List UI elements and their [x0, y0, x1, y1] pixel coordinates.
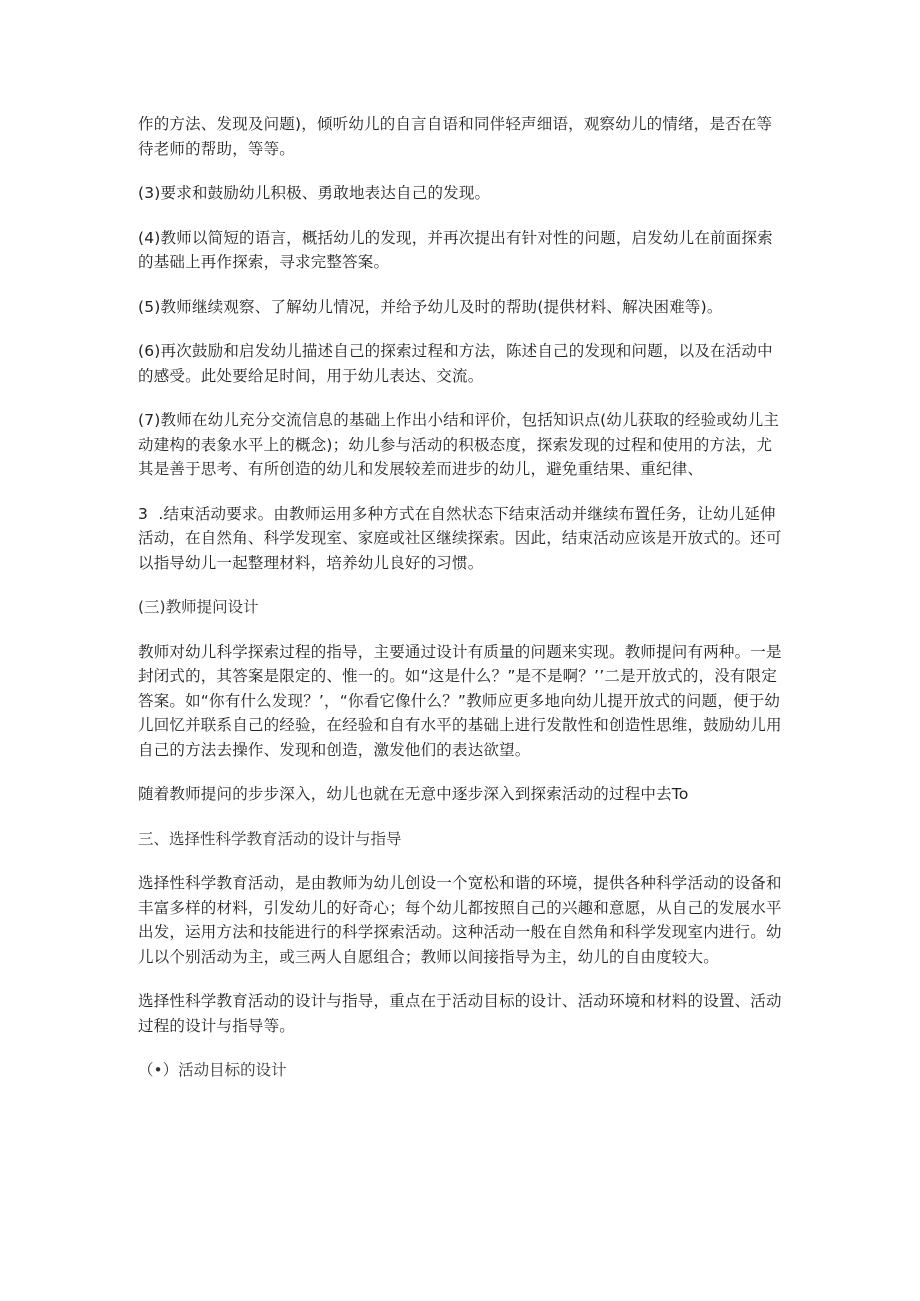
- paragraph-step-4: (4)教师以简短的语言，概括幼儿的发现，并再次提出有针对性的问题，启发幼儿在前面探索的基础上再作探索，寻求完整答案。: [138, 228, 773, 271]
- paragraph-ending-requirements: 3 .结束活动要求。由教师运用多种方式在自然状态下结束活动并继续布置任务，让幼儿延伸活动，在自然角、科学发现室、家庭或社区继续探索。因此，结束活动应该是开放式的。还可以指导幼儿一起整理材料，培养幼儿良好的习惯。: [138, 504, 782, 572]
- section-heading-selective-activities: 三、选择性科学教育活动的设计与指导: [138, 829, 402, 848]
- paragraph-step-5: (5)教师继续观察、了解幼儿情况，并给予幼儿及时的帮助(提供材料、解决困难等)。: [138, 297, 723, 316]
- paragraph-selective-focus: 选择性科学教育活动的设计与指导，重点在于活动目标的设计、活动环境和材料的设置、活动过程的设计与指导等。: [138, 992, 782, 1035]
- section-heading-questioning: (三)教师提问设计: [138, 598, 259, 616]
- paragraph-questioning-summary: 随着教师提问的步步深入，幼儿也就在无意中逐步深入到探索活动的过程中去To: [138, 785, 689, 803]
- paragraph-selective-definition: 选择性科学教育活动，是由教师为幼儿创设一个宽松和谐的环境，提供各种科学活动的设备和丰富多样的材料，引发幼儿的好奇心；每个幼儿都按照自己的兴趣和意愿，从自己的发展水平出发，运用方法和技能进行的科学探索活动。这种活动一般在自然角和科学发现室内进行。幼儿以个别活动为主，或三两人自愿组合；教师以间接指导为主，幼儿的自由度较大。: [138, 874, 782, 966]
- paragraph-step-7: (7)教师在幼儿充分交流信息的基础上作出小结和评价，包括知识点(幼儿获取的经验或幼儿主动建构的表象水平上的概念)；幼儿参与活动的积极态度，探索发现的过程和使用的方法，尤其是善于思考、有所创造的幼儿和发展较差而进步的幼儿，避免重结果、重纪律、: [138, 411, 780, 478]
- document-page: [138, 112, 786, 1103]
- paragraph-observation-cont: 作的方法、发现及问题)，倾听幼儿的自言自语和同伴轻声细语，观察幼儿的情绪，是否在等待老师的帮助，等等。: [138, 115, 773, 158]
- paragraph-questioning: 教师对幼儿科学探索过程的指导，主要通过设计有质量的问题来实现。教师提问有两种。一是封闭式的，其答案是限定的、惟一的。如“这是什么？”是不是啊？’’二是开放式的，没有限定答案。如“你有什么发现？’，“你看它像什么？”教师应更多地向幼儿提开放式的问题，便于幼儿回忆并联系自己的经验，在经验和自有水平的基础上进行发散性和创造性思维，鼓励幼儿用自己的方法去操作、发现和创造，激发他们的表达欲望。: [138, 642, 782, 759]
- paragraph-step-6: (6)再次鼓励和启发幼儿描述自己的探索过程和方法，陈述自己的发现和问题，以及在活动中的感受。此处要给足时间，用于幼儿表达、交流。: [138, 342, 773, 385]
- paragraph-step-3: (3)要求和鼓励幼儿积极、勇敢地表达自己的发现。: [138, 184, 491, 202]
- section-heading-goal-design: （•）活动目标的设计: [138, 1061, 287, 1079]
